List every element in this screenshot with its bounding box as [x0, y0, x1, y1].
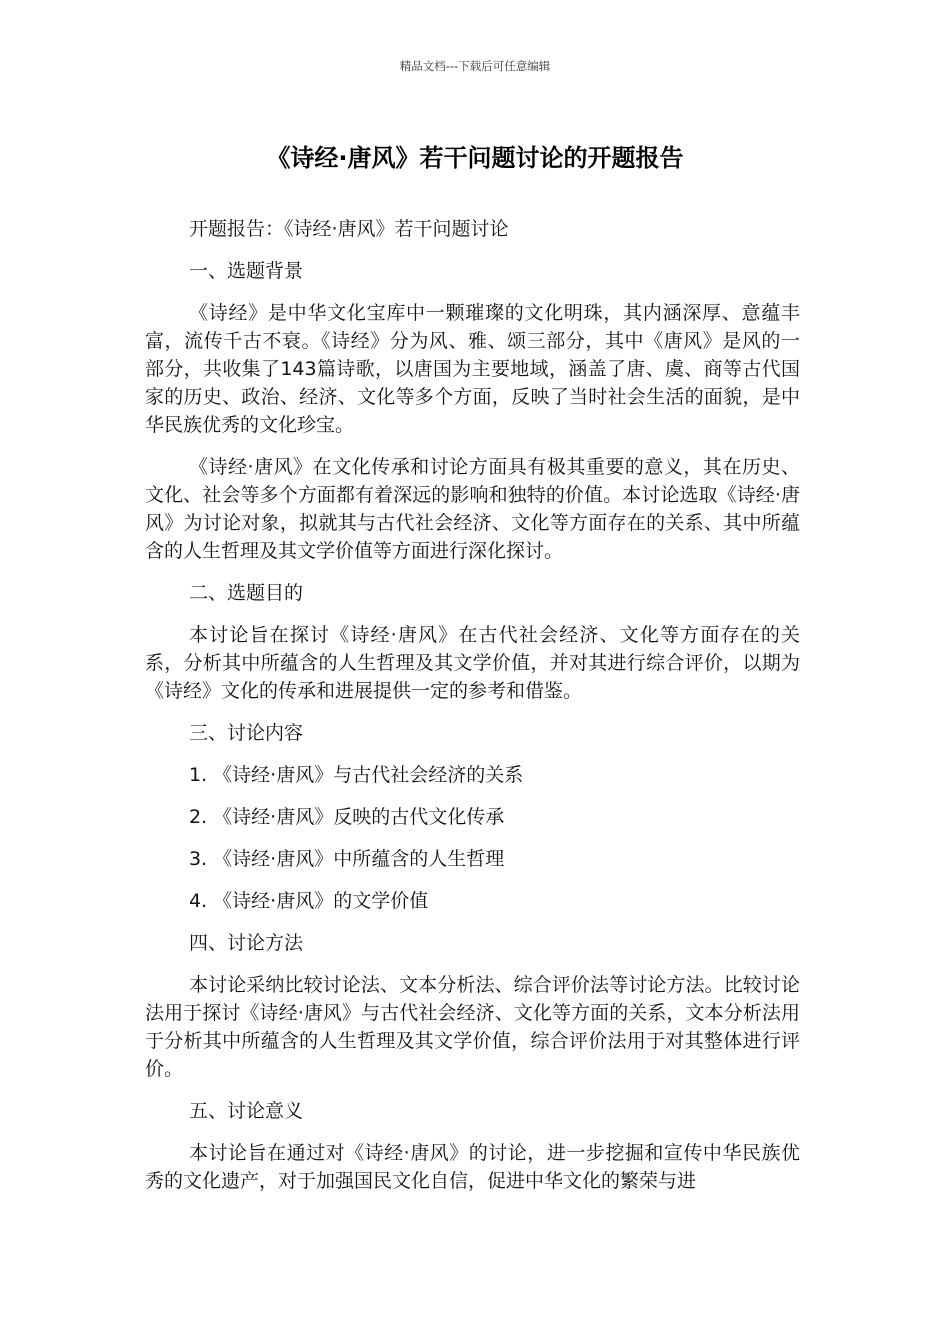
section-heading-background: 一、选题背景: [189, 260, 304, 282]
paragraph: 《诗经·唐风》在文化传承和讨论方面具有极其重要的意义，其在历史、文化、社会等多个方面都有着深远的影响和独特的价值。本讨论选取《诗经·唐风》为讨论对象，拟就其与古代社会经济、文化等方面存在的关系、其中所蕴含的人生哲理及其文学价值等方面进行深化探讨。: [145, 456, 800, 562]
intro-line: 开题报告：《诗经·唐风》若干问题讨论: [189, 218, 509, 240]
paragraph: 本讨论采纳比较讨论法、文本分析法、综合评价法等讨论方法。比较讨论法用于探讨《诗经·唐风》与古代社会经济、文化等方面的关系，文本分析法用于分析其中所蕴含的人生哲理及其文学价值，综合评价法用于对其整体进行评价。: [145, 974, 800, 1080]
paragraph: 本讨论旨在通过对《诗经·唐风》的讨论，进一步挖掘和宣传中华民族优秀的文化遗产，对于加强国民文化自信，促进中华文化的繁荣与进: [145, 1142, 800, 1192]
document-body: [145, 215, 800, 1195]
section-heading-method: 四、讨论方法: [189, 932, 304, 954]
paragraph: 本讨论旨在探讨《诗经·唐风》在古代社会经济、文化等方面存在的关系，分析其中所蕴含的人生哲理及其文学价值，并对其进行综合评价，以期为《诗经》文化的传承和进展提供一定的参考和借鉴。: [145, 624, 800, 702]
section-heading-purpose: 二、选题目的: [189, 582, 304, 604]
list-item: 1. 《诗经·唐风》与古代社会经济的关系: [189, 764, 524, 786]
section-heading-significance: 五、讨论意义: [189, 1100, 304, 1122]
paragraph: 《诗经》是中华文化宝库中一颗璀璨的文化明珠，其内涵深厚、意蕴丰富，流传千古不衰。《诗经》分为风、雅、颂三部分，其中《唐风》是风的一部分，共收集了143篇诗歌，以唐国为主要地域，涵盖了唐、虞、商等古代国家的历史、政治、经济、文化等多个方面，反映了当时社会生活的面貌，是中华民族优秀的文化珍宝。: [145, 302, 800, 436]
list-item: 4. 《诗经·唐风》的文学价值: [189, 890, 429, 912]
section-heading-content: 三、讨论内容: [189, 722, 304, 744]
header-note: 精品文档---下载后可任意编辑: [399, 59, 551, 73]
list-item: 2. 《诗经·唐风》反映的古代文化传承: [189, 806, 505, 828]
list-item: 3. 《诗经·唐风》中所蕴含的人生哲理: [189, 848, 505, 870]
document-title: 《诗经·唐风》若干问题讨论的开题报告: [266, 144, 684, 172]
